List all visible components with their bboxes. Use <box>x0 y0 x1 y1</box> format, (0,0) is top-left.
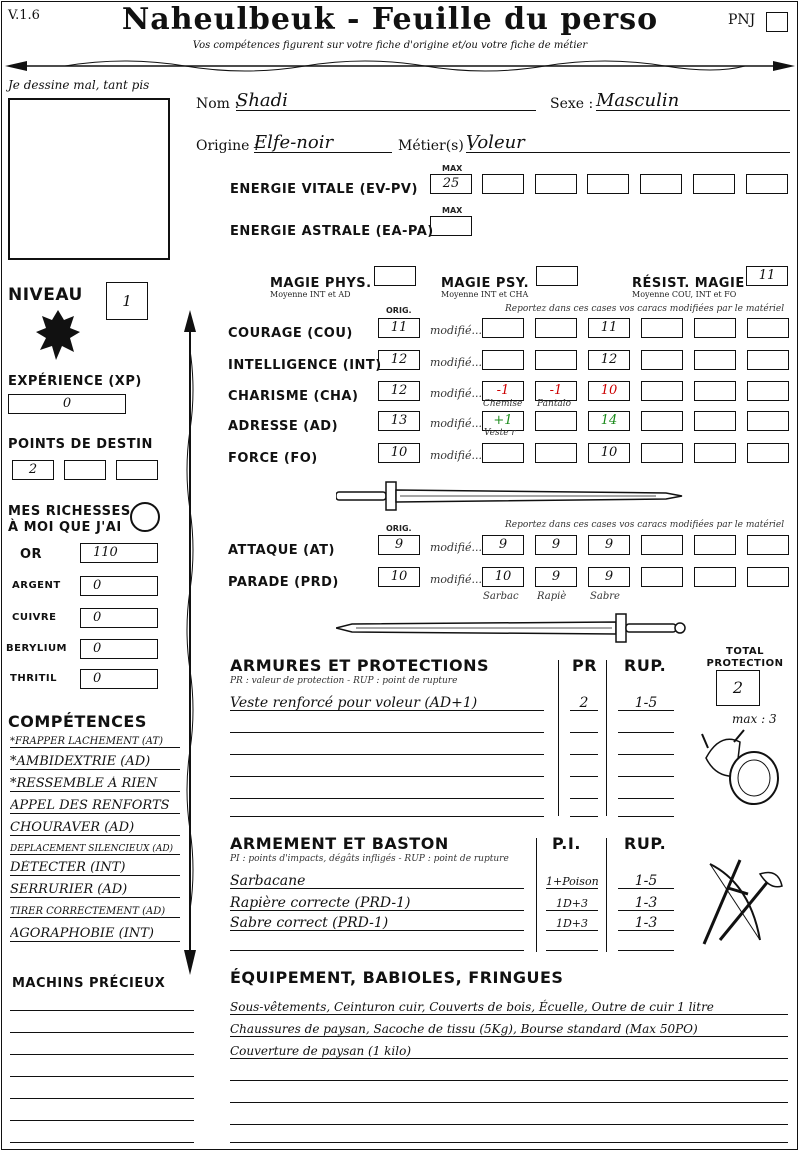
adresse-mod[interactable]: +1 <box>482 411 524 431</box>
destin-cell[interactable] <box>64 460 106 480</box>
column-divider <box>558 660 559 816</box>
equipement-title: ÉQUIPEMENT, BABIOLES, FRINGUES <box>230 968 564 987</box>
version-label: V.1.6 <box>8 8 40 23</box>
force-mod[interactable] <box>535 443 577 463</box>
competence-item[interactable]: DÉTECTER (INT) <box>10 860 180 876</box>
courage-orig[interactable]: 11 <box>378 318 420 338</box>
arme-pi-value: 1+Poison <box>546 875 599 888</box>
equipement-text: Sous-vêtements, Ceinturon cuir, Couverts de bois, Écuelle, Outre de cuir 1 litre <box>230 1000 714 1014</box>
armement-title: ARMEMENT ET BASTON <box>230 834 449 853</box>
equipement-line[interactable] <box>230 1062 788 1081</box>
charisme-mod[interactable]: -1 <box>535 381 577 401</box>
magie-psy-note: Moyenne INT et CHA <box>441 290 529 299</box>
modifie-label: modifié... <box>430 324 482 337</box>
armure-row[interactable] <box>230 714 544 733</box>
magie-phys-cell[interactable] <box>374 266 416 286</box>
ea-max-cell[interactable] <box>430 216 472 236</box>
armement-rup-header: RUP. <box>624 834 667 853</box>
portrait-box[interactable] <box>8 98 170 260</box>
argent-label: ARGENT <box>12 580 61 591</box>
armure-name: Veste renforcé pour voleur (AD+1) <box>230 695 478 711</box>
metier-value: Voleur <box>466 132 525 153</box>
ev-max-cell[interactable]: 25 <box>430 174 472 194</box>
origine-field[interactable] <box>254 132 392 153</box>
cuivre-label: CUIVRE <box>12 612 57 623</box>
courage-label: COURAGE (COU) <box>228 326 353 341</box>
modifie-label: modifié... <box>430 541 482 554</box>
intelligence-mod[interactable] <box>694 350 736 370</box>
stats-note: Reportez dans ces cases vos caracs modifiées par le matériel <box>505 304 785 314</box>
attaque-mod[interactable] <box>747 535 789 555</box>
pnj-label: PNJ <box>728 12 756 28</box>
armure-pr[interactable] <box>570 714 598 733</box>
arme-rup[interactable] <box>618 934 674 951</box>
charisme-mod[interactable] <box>641 381 683 401</box>
magie-psy-label: MAGIE PSY. <box>441 276 530 291</box>
charisme-mod[interactable]: 10 <box>588 381 630 401</box>
adresse-mod[interactable]: 14 <box>588 411 630 431</box>
arme-pi-value: 1D+3 <box>555 917 589 930</box>
xp-label: EXPÉRIENCE (XP) <box>8 374 142 389</box>
page-subtitle: Vos compétences figurent sur votre fiche d'origine et/ou votre fiche de métier <box>192 40 588 51</box>
charisme-label: CHARISME (CHA) <box>228 389 359 404</box>
adresse-mod[interactable] <box>747 411 789 431</box>
pr-header: PR <box>572 656 598 675</box>
parade-mod[interactable] <box>641 567 683 587</box>
arme-pi[interactable] <box>546 912 598 931</box>
ea-max-label: MAX <box>442 206 463 215</box>
armure-pr[interactable] <box>570 736 598 755</box>
intelligence-mod[interactable] <box>535 350 577 370</box>
armure-row[interactable] <box>230 800 544 817</box>
combat-note: Reportez dans ces cases vos caracs modifiées par le matériel <box>505 520 785 530</box>
dragon-icon <box>34 306 82 364</box>
attaque-mod[interactable]: 9 <box>588 535 630 555</box>
charisme-note: Chemise <box>483 399 523 409</box>
force-orig[interactable]: 10 <box>378 443 420 463</box>
weapon-note: Rapiè <box>537 591 567 602</box>
ev-cell[interactable] <box>535 174 577 194</box>
coin-icon <box>130 502 160 532</box>
page-title: Naheulbeuk - Feuille du perso <box>121 2 659 37</box>
arme-name: Sabre correct (PRD-1) <box>230 915 389 931</box>
courage-mod[interactable] <box>747 318 789 338</box>
intelligence-orig[interactable]: 12 <box>378 350 420 370</box>
modifie-label: modifié... <box>430 417 482 430</box>
force-mod[interactable]: 10 <box>588 443 630 463</box>
armures-note: PR : valeur de protection - RUP : point de rupture <box>230 676 458 686</box>
armement-note: PI : points d'impacts, dégâts infligés - RUP : point de rupture <box>230 854 509 864</box>
magie-phys-label: MAGIE PHYS. <box>270 276 372 291</box>
equipement-line[interactable] <box>230 1126 788 1143</box>
machins-line[interactable] <box>10 1062 194 1077</box>
armure-rup[interactable] <box>618 714 674 733</box>
orig-label: ORIG. <box>386 306 412 315</box>
adresse-mod[interactable] <box>535 411 577 431</box>
pnj-checkbox[interactable] <box>766 12 788 32</box>
destin-label: POINTS DE DESTIN <box>8 437 153 452</box>
adresse-label: ADRESSE (AD) <box>228 419 339 434</box>
armure-rup[interactable] <box>618 692 674 711</box>
force-mod[interactable] <box>747 443 789 463</box>
arme-name: Sarbacane <box>230 873 306 889</box>
machins-line[interactable] <box>10 996 194 1011</box>
modifie-label: modifié... <box>430 449 482 462</box>
arme-pi[interactable] <box>546 892 598 911</box>
arme-row[interactable] <box>230 934 524 951</box>
sword-icon <box>336 478 686 514</box>
armure-pr[interactable] <box>570 800 598 817</box>
equipement-line[interactable] <box>230 1084 788 1103</box>
competence-item[interactable]: SERRURIER (AD) <box>10 882 180 898</box>
modifie-label: modifié... <box>430 356 482 369</box>
competence-item[interactable]: CHOURAVER (AD) <box>10 820 180 836</box>
portrait-caption: Je dessine mal, tant pis <box>8 78 150 92</box>
sexe-value: Masculin <box>596 90 680 111</box>
niveau-cell[interactable]: 1 <box>106 282 148 320</box>
richesses-label: MES RICHESSES <box>8 504 131 519</box>
origine-value: Elfe-noir <box>254 132 334 153</box>
weapon-note: Sarbac <box>483 591 519 602</box>
courage-mod[interactable] <box>535 318 577 338</box>
competence-item[interactable]: TIRER CORRECTEMENT (AD) <box>10 906 180 918</box>
resist-magie-cell[interactable]: 11 <box>746 266 788 286</box>
destin-cell[interactable]: 2 <box>12 460 54 480</box>
ev-cell[interactable] <box>693 174 735 194</box>
armures-rup-header: RUP. <box>624 656 667 675</box>
competence-item[interactable]: *RESSEMBLE À RIEN <box>10 776 180 792</box>
armure-rup-value: 1-5 <box>634 695 658 711</box>
arme-pi[interactable] <box>546 934 598 951</box>
armures-title: ARMURES ET PROTECTIONS <box>230 656 489 675</box>
armure-row[interactable] <box>230 758 544 777</box>
arme-rup[interactable] <box>618 870 674 889</box>
equipement-line[interactable] <box>230 996 788 1015</box>
attaque-mod[interactable]: 9 <box>482 535 524 555</box>
intelligence-mod[interactable] <box>641 350 683 370</box>
parade-mod[interactable] <box>747 567 789 587</box>
courage-mod[interactable] <box>694 318 736 338</box>
arme-pi[interactable] <box>546 870 598 889</box>
armure-rup[interactable] <box>618 780 674 799</box>
metier-label: Métier(s) : <box>398 138 473 154</box>
ev-cell[interactable] <box>587 174 629 194</box>
max-protection: max : 3 <box>732 712 777 726</box>
competence-item[interactable]: APPEL DES RENFORTS <box>10 798 180 814</box>
equipement-text: Couverture de paysan (1 kilo) <box>230 1044 412 1058</box>
charisme-mod[interactable] <box>694 381 736 401</box>
armure-row[interactable] <box>230 780 544 799</box>
origine-label: Origine : <box>196 138 259 154</box>
competence-item[interactable]: DÉPLACEMENT SILENCIEUX (AD) <box>10 844 180 855</box>
arme-row[interactable] <box>230 870 524 889</box>
armure-pr-value: 2 <box>579 695 589 711</box>
thritil-cell[interactable]: 0 <box>80 669 158 689</box>
weapons-icon <box>690 854 786 950</box>
charisme-note: Pantalo <box>537 399 572 409</box>
or-cell[interactable]: 110 <box>80 543 158 563</box>
arme-rup[interactable] <box>618 892 674 911</box>
helmet-shield-icon <box>700 728 784 808</box>
total-protection-cell[interactable]: 2 <box>716 670 760 706</box>
intelligence-mod[interactable] <box>482 350 524 370</box>
adresse-mod[interactable] <box>641 411 683 431</box>
arme-rup-value: 1-3 <box>634 915 658 931</box>
resist-magie-note: Moyenne COU, INT et FO <box>632 290 737 299</box>
adresse-mod[interactable] <box>694 411 736 431</box>
column-divider <box>536 838 537 952</box>
arme-name: Rapière correcte (PRD-1) <box>230 895 411 911</box>
charisme-mod[interactable]: -1 <box>482 381 524 401</box>
armure-pr[interactable] <box>570 780 598 799</box>
niveau-label: NIVEAU <box>8 285 83 305</box>
magie-psy-cell[interactable] <box>536 266 578 286</box>
parade-orig[interactable]: 10 <box>378 567 420 587</box>
adresse-orig[interactable]: 13 <box>378 411 420 431</box>
arme-rup-value: 1-3 <box>634 895 658 911</box>
machins-line[interactable] <box>10 1018 194 1033</box>
modifie-label: modifié... <box>430 387 482 400</box>
metier-field[interactable] <box>466 132 790 153</box>
destin-cell[interactable] <box>116 460 158 480</box>
total-protection-label: TOTAL PROTECTION <box>706 646 784 669</box>
attaque-mod[interactable]: 9 <box>535 535 577 555</box>
arme-rup-value: 1-5 <box>634 873 658 889</box>
parade-mod[interactable] <box>694 567 736 587</box>
armure-rup[interactable] <box>618 736 674 755</box>
ea-label: ENERGIE ASTRALE (EA-PA) <box>230 224 434 239</box>
courage-mod[interactable] <box>641 318 683 338</box>
nom-value: Shadi <box>236 90 288 111</box>
force-mod[interactable] <box>641 443 683 463</box>
armure-rup[interactable] <box>618 800 674 817</box>
cuivre-cell[interactable]: 0 <box>80 608 158 628</box>
arme-rup[interactable] <box>618 912 674 931</box>
ev-max-label: MAX <box>442 164 463 173</box>
berylium-label: BERYLIUM <box>6 643 68 654</box>
ev-cell[interactable] <box>482 174 524 194</box>
ev-cell[interactable] <box>640 174 682 194</box>
equipement-line[interactable] <box>230 1106 788 1125</box>
equipement-line[interactable] <box>230 1018 788 1037</box>
berylium-cell[interactable]: 0 <box>80 639 158 659</box>
competence-item[interactable]: *AMBIDEXTRIE (AD) <box>10 754 180 770</box>
charisme-mod[interactable] <box>747 381 789 401</box>
thritil-label: THRITIL <box>10 673 58 684</box>
spear-divider-icon <box>5 56 795 76</box>
competence-item[interactable]: *FRAPPER LÂCHEMENT (AT) <box>10 736 180 748</box>
column-divider <box>606 838 607 952</box>
nom-field[interactable] <box>236 90 536 111</box>
machins-line[interactable] <box>10 1040 194 1055</box>
xp-cell[interactable]: 0 <box>8 394 126 414</box>
intelligence-mod[interactable] <box>747 350 789 370</box>
force-mod[interactable] <box>694 443 736 463</box>
modifie-label: modifié... <box>430 573 482 586</box>
parade-mod[interactable]: 9 <box>535 567 577 587</box>
force-mod[interactable] <box>482 443 524 463</box>
charisme-orig[interactable]: 12 <box>378 381 420 401</box>
courage-mod[interactable]: 11 <box>588 318 630 338</box>
courage-mod[interactable] <box>482 318 524 338</box>
weapon-note: Sabre <box>590 591 620 602</box>
nom-label: Nom : <box>196 96 240 112</box>
column-divider <box>606 660 607 816</box>
combat-orig-label: ORIG. <box>386 524 412 533</box>
armure-row[interactable] <box>230 736 544 755</box>
parade-mod[interactable]: 10 <box>482 567 524 587</box>
machins-line[interactable] <box>10 1084 194 1099</box>
parade-label: PARADE (PRD) <box>228 575 339 590</box>
armure-rup[interactable] <box>618 758 674 777</box>
machins-line[interactable] <box>10 1106 194 1121</box>
attaque-orig[interactable]: 9 <box>378 535 420 555</box>
machins-title: MACHINS PRÉCIEUX <box>12 976 166 991</box>
richesses-label-2: À MOI QUE J'AI <box>8 520 122 535</box>
equipement-text: Chaussures de paysan, Sacoche de tissu (5Kg), Bourse standard (Max 50PO) <box>230 1022 698 1036</box>
equipement-line[interactable] <box>230 1040 788 1059</box>
or-label: OR <box>20 547 43 562</box>
magie-phys-note: Moyenne INT et AD <box>270 290 351 299</box>
armure-pr[interactable] <box>570 692 598 711</box>
sword-icon <box>336 610 686 646</box>
competence-item[interactable]: AGORAPHOBIE (INT) <box>10 926 180 942</box>
resist-magie-label: RÉSIST. MAGIE <box>632 276 745 291</box>
intelligence-mod[interactable]: 12 <box>588 350 630 370</box>
ev-label: ENERGIE VITALE (EV-PV) <box>230 182 418 197</box>
pi-header: P.I. <box>552 834 581 853</box>
attaque-mod[interactable] <box>694 535 736 555</box>
parade-mod[interactable]: 9 <box>588 567 630 587</box>
machins-line[interactable] <box>10 1128 194 1143</box>
adresse-note: Veste r <box>484 428 516 438</box>
attaque-mod[interactable] <box>641 535 683 555</box>
ev-cell[interactable] <box>746 174 788 194</box>
competences-title: COMPÉTENCES <box>8 712 147 731</box>
arme-row[interactable] <box>230 892 524 911</box>
arme-row[interactable] <box>230 912 524 931</box>
vertical-spear-icon <box>182 310 198 975</box>
armure-pr[interactable] <box>570 758 598 777</box>
arme-pi-value: 1D+3 <box>555 897 589 910</box>
intelligence-label: INTELLIGENCE (INT) <box>228 358 382 373</box>
armure-row[interactable] <box>230 692 544 711</box>
sexe-field[interactable] <box>596 90 790 111</box>
force-label: FORCE (FO) <box>228 451 318 466</box>
attaque-label: ATTAQUE (AT) <box>228 543 335 558</box>
sexe-label: Sexe : <box>550 96 594 112</box>
argent-cell[interactable]: 0 <box>80 576 158 596</box>
